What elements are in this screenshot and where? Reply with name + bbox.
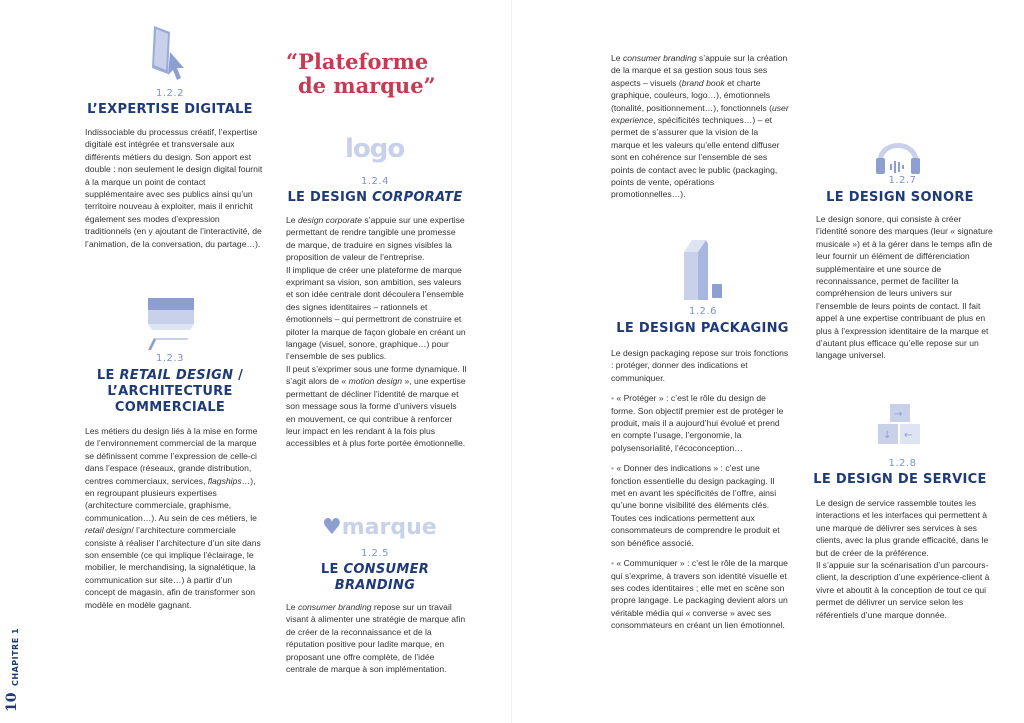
paragraph: Il implique de créer une plateforme de marque exprimant sa vision, son ambition, ses valeurs et son idée centrale dont découlera l’ensemble des signes identitaires – rationnels et émotionnels – qui permettront de construire et piloter la marque de façon globale en créant un langage (visuel, sonore, graphique…) pour l’ensemble de ses publics. bbox=[286, 264, 466, 362]
pull-quote bbox=[286, 50, 476, 98]
paragraph: Il s’appuie sur la scénarisation d’un parcours-client, la description d’une expérience-client à vivre et aboutit à la conception de tout ce qui permet de délivrer un service selon les référentiels d’une marque donnée. bbox=[816, 560, 990, 620]
text-emphasis: retail design bbox=[85, 525, 132, 536]
bullet-text: « Communiquer » : c’est le rôle de la marque qui s’exprime, à travers son identité visuelle et ses codes identitaires ; elle met en scène son propre langage. Le packaging devient alors un véritable média qui « converse » avec ses consommateurs en créant un lien émotionnel. bbox=[611, 558, 788, 631]
text-run: , spécificités techniques…) – et permet de s’assurer que la vision de la marque et les valeurs qu’elle entend diffuser sont en cohérence sur l’ensemble de ses points de contact avec le public (packaging, points de vente, opérations promotionnelles…). bbox=[611, 115, 780, 200]
text-emphasis: consumer branding bbox=[622, 53, 697, 63]
milk-carton-icon bbox=[676, 238, 728, 302]
section-body bbox=[85, 126, 263, 250]
chapter-label: CHAPITRE 1 bbox=[11, 627, 20, 686]
section-title bbox=[80, 368, 260, 416]
section-title: LE DESIGN PACKAGING bbox=[616, 321, 789, 336]
paragraph: Indissociable du processus créatif, l’expertise digitale est intégrée et transversale aux différents métiers du design. Son apport est double : non seulement le design digital fournit à la marque un point de contact supplémentaire avec ses publics ainsi qu’un territoire nouveau à exploiter, mais il enrichit également ses modes d’expression traditionnels (en y ajoutant de l’interactivité, de l’animation, de la conversation, du partage…). bbox=[85, 127, 263, 249]
spread-divider bbox=[511, 0, 512, 723]
section-body bbox=[816, 213, 994, 362]
section-number: 1.2.8 bbox=[888, 458, 917, 469]
section-title bbox=[300, 562, 450, 594]
logo-word: logo bbox=[345, 134, 405, 164]
headphones-icon bbox=[872, 132, 924, 176]
text-run: Il peut s’exprimer sous une forme dynamique. Il s’agit alors de « bbox=[286, 363, 467, 387]
text-emphasis: motion design bbox=[348, 376, 403, 387]
heart-icon: ♥ bbox=[322, 515, 342, 540]
logo-word: marque bbox=[341, 515, 437, 540]
section-title: L’EXPERTISE DIGITALE bbox=[87, 102, 253, 117]
text-emphasis: brand book bbox=[681, 77, 725, 88]
quote-line: de marque” bbox=[298, 73, 436, 98]
section-body bbox=[85, 425, 263, 611]
text-run: Le bbox=[286, 215, 298, 225]
section-title: LE DESIGN DE SERVICE bbox=[813, 472, 987, 487]
text-run: et charte graphique, couleurs, logo…), émotionnels (tonalité, positionnement…), fonctionnels ( bbox=[611, 77, 772, 113]
text-run: s’appuie sur une expertise permettant de rendre tangible une promesse de marque, de traduire en signes visibles la proposition de valeur de l’entreprise. bbox=[286, 215, 465, 263]
page-footer bbox=[4, 602, 34, 712]
text-run: Les métiers du design liés à la mise en forme de l’environnement commercial de la marque se définissent comme l’expression de celle-ci dans l’espace (réseaux, grande distribution, centres commerciaux, services, bbox=[85, 426, 258, 486]
paragraph: Le design de service rassemble toutes les interactions et les interfaces qui permettent à une marque de délivrer ses services à ses clients, avec la plus grande efficacité, dans le but de créer de la préférence. bbox=[816, 498, 989, 558]
text-emphasis: user experience bbox=[611, 102, 789, 126]
storefront-icon bbox=[140, 296, 202, 354]
text-run: », une expertise permettant de décliner l’identité de marque et son message sous la forme d’univers visuels en mouvement, ce qui contribue à renforcer leur impact en les rendant à la fois plus accessibles et à plus forte portée émotionnelle. bbox=[286, 376, 466, 449]
bullet-item: • « Communiquer » : c’est le rôle de la marque qui s’exprime, à travers son identité visuelle et ses codes identitaires ; elle met en scène son propre langage. Le packaging devient alors un véritable média qui « converse » avec ses consommateurs en créant un lien émotionnel. bbox=[611, 558, 788, 631]
section-number: 1.2.5 bbox=[361, 548, 389, 559]
paragraph: Le design packaging repose sur trois fonctions : protéger, donner des indications et communiquer. bbox=[611, 348, 789, 383]
section-title bbox=[270, 190, 480, 206]
bullet-text: « Protéger » : c’est le rôle du design de forme. Son objectif premier est de protéger le produit, mais il a aujourd’hui évolué et prend en compte l’usage, l’ergonomie, la polysensorialité, l’écoconception… bbox=[611, 393, 784, 453]
text-run: …), en regroupant plusieurs expertises (architecture commerciale, graphisme, communication…). Au sein de ces métiers, le bbox=[85, 475, 257, 523]
section-title: LE DESIGN SONORE bbox=[826, 190, 974, 205]
text-run: s’appuie sur la création de la marque et sa gestion sous tous ses aspects – visuels ( bbox=[611, 53, 788, 88]
text-run: Le bbox=[611, 53, 623, 63]
section-number: 1.2.7 bbox=[888, 175, 917, 186]
svg-text:↓: ↓ bbox=[883, 430, 892, 441]
text-run: / l’architecture commerciale consiste à réaliser l’architecture d’un site dans son ensemble (ce qui implique l’éclairage, le mobilier, le merchandising, la signalétique, la communication sur site…) à partir d’un concept de magasin, afin de transformer son modèle en modèle gagnant. bbox=[85, 525, 261, 610]
bullet-item: • « Donner des indications » : c’est une fonction essentielle du design packaging. Il met en avant les spécificités de l’offre, ainsi qu’une bonne visibilité des éléments clés. Toutes ces indications permettent aux consommateurs de comprendre le produit et son bénéfice associé. bbox=[611, 463, 780, 548]
text-run: repose sur un travail visant à alimenter une stratégie de marque afin de créer de la reconnaissance et de la réputation positive pour ladite marque, en proposant une offre complète, de l’idée centrale de marque à son implémentation. bbox=[286, 602, 466, 675]
title-part: / L’ARCHITECTURE COMMERCIALE bbox=[107, 368, 244, 415]
section-body bbox=[286, 214, 467, 450]
section-body bbox=[611, 347, 789, 632]
bullet-text: « Donner des indications » : c’est une fonction essentielle du design packaging. Il met en avant les spécificités de l’offre, ainsi qu’une bonne visibilité des éléments clés. Toutes ces indications permettent aux consommateurs de comprendre le produit et son bénéfice associé. bbox=[611, 463, 780, 548]
title-part: LE bbox=[96, 368, 120, 383]
text-emphasis: flagships bbox=[207, 475, 242, 486]
text-emphasis: design corporate bbox=[297, 215, 362, 225]
quote-line: “Plateforme bbox=[286, 49, 429, 74]
section-number: 1.2.6 bbox=[689, 306, 717, 317]
title-part: LE bbox=[320, 562, 344, 577]
text-emphasis: consumer branding bbox=[297, 602, 372, 612]
section-body bbox=[816, 497, 994, 621]
text-run: Le bbox=[286, 602, 298, 612]
paragraph: Le design sonore, qui consiste à créer l’identité sonore des marques (leur « signature musicale ») et à la gérer dans le temps afin de leur fournir un élément de différenciation supplémentaire et une source de reconnaissance, permet de faciliter la compréhension de leurs univers sur l’ensemble de leurs points de contact. Il fait appel à une expertise contribuant de plus en plus à l’expression identitaire de la marque et d’autant plus efficace qu’elle repose sur un langage universel. bbox=[816, 214, 993, 361]
svg-text:←: ← bbox=[904, 430, 913, 441]
title-emphasis: CORPORATE bbox=[372, 190, 463, 205]
service-boxes-icon bbox=[870, 402, 926, 452]
section-number: 1.2.4 bbox=[361, 176, 389, 187]
heart-marque-icon bbox=[322, 515, 437, 540]
section-number: 1.2.3 bbox=[156, 353, 184, 364]
bullet-item: • « Protéger » : c’est le rôle du design de forme. Son objectif premier est de protéger le produit, mais il a aujourd’hui évolué et prend en compte l’usage, l’ergonomie, la polysensorialité, l’écoconception… bbox=[611, 393, 784, 453]
section-body-continued bbox=[611, 52, 789, 201]
cursor-tablet-icon bbox=[148, 24, 194, 86]
page-number: 10 bbox=[4, 692, 20, 712]
svg-text:→: → bbox=[894, 409, 903, 420]
section-number: 1.2.2 bbox=[156, 88, 184, 99]
title-part: LE DESIGN bbox=[287, 190, 373, 205]
title-emphasis: CONSUMER BRANDING bbox=[334, 562, 430, 593]
logo-word-icon bbox=[345, 134, 404, 164]
title-emphasis: RETAIL DESIGN bbox=[119, 368, 234, 383]
section-body bbox=[286, 601, 467, 675]
